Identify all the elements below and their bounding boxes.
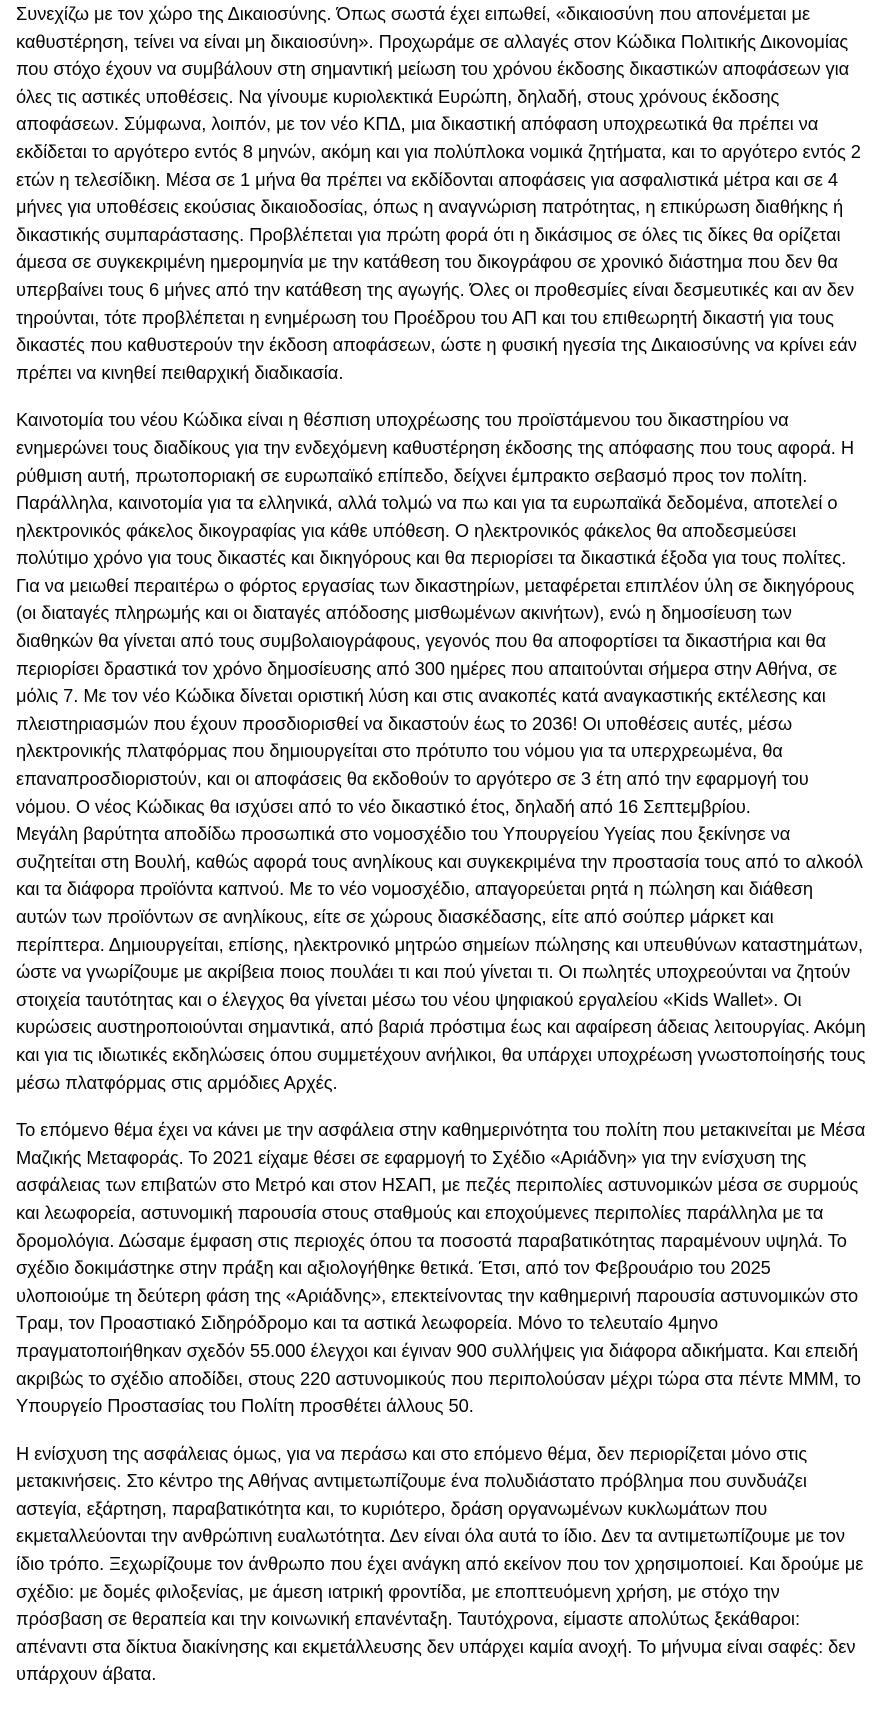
paragraph-athens-center: Η ενίσχυση της ασφάλειας όμως, για να περάσω και στο επόμενο θέμα, δεν περιορίζεται μόνο στις μετακινήσεις. Στο κέντρο της Αθήνας αντιμετωπίζουμε ένα πολυδιάστατο πρόβλημα που συνδυάζει αστεγία, εξάρτηση, παραβατικότητα και, το κυριότερο, δράση οργανωμένων κυκλωμάτων που εκμεταλλεύονται την ανθρώπινη ευαλωτότητα. Δεν είναι όλα αυτά το ίδιο. Δεν τα αντιμετωπίζουμε με τον ίδιο τρόπο. Ξεχωρίζουμε τον άνθρωπο που έχει ανάγκη από εκείνον που τον χρησιμοποιεί. Και δρούμε με σχέδιο: με δομές φιλοξενίας, με άμεση ιατρική φροντίδα, με εποπτευόμενη χρήση, με στόχο την πρόσβαση σε θεραπεία και την κοινωνική επανένταξη. Ταυτόχρονα, είμαστε απολύτως ξεκάθαροι: απέναντι στα δίκτυα διακίνησης και εκμετάλλευσης δεν υπάρχει καμία ανοχή. Το μήνυμα είναι σαφές: δεν υπάρχουν άβατα. xyxy=(16,1442,864,1685)
paragraph-civil-procedure-and-minors: Καινοτομία του νέου Κώδικα είναι η θέσπιση υποχρέωσης του προϊστάμενου του δικαστηρίου να ενημερώνει τους διαδίκους για την ενδεχόμενη καθυστέρηση έκδοσης της απόφασης που τους αφορά. Η ρύθμιση αυτή, πρωτοποριακή σε ευρωπαϊκό επίπεδο, δείχνει έμπρακτο σεβασμό προς τον πολίτη. Παράλληλα, καινοτομία για τα ελληνικά, αλλά τολμώ να πω και για τα ευρωπαϊκά δεδομένα, αποτελεί ο ηλεκτρονικός φάκελος δικογραφίας για κάθε υπόθεση. Ο ηλεκτρονικός φάκελος θα αποδεσμεύσει πολύτιμο χρόνο για τους δικαστές και δικηγόρους και θα περιορίσει τα δικαστικά έξοδα για τους πολίτες. Για να μειωθεί περαιτέρω ο φόρτος εργασίας των δικαστηρίων, μεταφέρεται επιπλέον ύλη σε δικηγόρους (οι διαταγές πληρωμής και οι διαταγές απόδοσης μισθωμένων ακινήτων), ενώ η δημοσίευση των διαθηκών θα γίνεται από τους συμβολαιογράφους, γεγονός που θα αποφορτίσει τα δικαστήρια και θα περιορίσει δραστικά τον χρόνο δημοσίευσης από 300 ημέρες που απαιτούνται σήμερα στην Αθήνα, σε μόλις 7. Με τον νέο Κώδικα δίνεται οριστική λύση και στις ανακοπές κατά αναγκαστικής εκτέλεσης και πλειστηριασμών που έχουν προσδιορισθεί να δικαστούν έως το 2036! Οι υποθέσεις αυτές, μέσω ηλεκτρονικής πλατφόρμας που δημιουργείται στο πρότυπο του νόμου για τα υπερχρεωμένα, θα επαναπροσδιοριστούν, και οι αποφάσεις θα εκδοθούν το αργότερο σε 3 έτη από την εφαρμογή του νόμου. Ο νέος Κώδικας θα ισχύσει από το νέο δικαστικό έτος, δηλαδή από 16 Σεπτεμβρίου. Μεγάλη βαρύτητα αποδίδω προσωπικά στο νομοσχέδιο του Υπουργείου Υγείας που ξεκίνησε να συζητείται στη Βουλή, καθώς αφορά τους ανηλίκους και συγκεκριμένα την προστασία τους από το αλκοόλ και τα διάφορα προϊόντα καπνού. Με το νέο νομοσχέδιο, απαγορεύεται ρητά η πώληση και διάθεση αυτών των προϊόντων σε ανηλίκους, είτε σε χώρους διασκέδασης, είτε από σούπερ μάρκετ και περίπτερα. Δημιουργείται, επίσης, ηλεκτρονικό μητρώο σημείων πώλησης και υπευθύνων καταστημάτων, ώστε να γνωρίζουμε με ακρίβεια ποιος πουλάει τι και πού γίνεται τι. Οι πωλητές υποχρεούνται να ζητούν στοιχεία ταυτότητας και ο έλεγχος θα γίνεται μέσω του νέου ψηφιακού εργαλείου «Kids Wallet». Οι κυρώσεις αυστηροποιούνται σημαντικά, από βαριά πρόστιμα έως και αφαίρεση άδειας λειτουργίας. Ακόμη και για τις ιδιωτικές εκδηλώσεις όπου συμμετέχουν ανήλικοι, θα υπάρχει υποχρέωση γνωστοποίησής τους μέσω πλατφόρμας στις αρμόδιες Αρχές. xyxy=(16,409,866,1093)
paragraph-justice: Συνεχίζω με τον χώρο της Δικαιοσύνης. Όπως σωστά έχει ειπωθεί, «δικαιοσύνη που απονέμεται με καθυστέρηση, τείνει να είναι μη δικαιοσύνη». Προχωράμε σε αλλαγές στον Κώδικα Πολιτικής Δικονομίας που στόχο έχουν να συμβάλουν στη σημαντική μείωση του χρόνου έκδοσης δικαστικών αποφάσεων για όλες τις αστικές υποθέσεις. Να γίνουμε κυριολεκτικά Ευρώπη, δηλαδή, στους χρόνους έκδοσης αποφάσεων. Σύμφωνα, λοιπόν, με τον νέο ΚΠΔ, μια δικαστική απόφαση υποχρεωτικά θα πρέπει να εκδίδεται το αργότερο εντός 8 μηνών, ακόμη και για πολύπλοκα νομικά ζητήματα, και το αργότερο εντός 2 ετών η τελεσίδικη. Μέσα σε 1 μήνα θα πρέπει να εκδίδονται αποφάσεις για ασφαλιστικά μέτρα και σε 4 μήνες για υποθέσεις εκούσιας δικαιοδοσίας, όπως η αναγνώριση πατρότητας, η επικύρωση διαθήκης ή δικαστικής συμπαράστασης. Προβλέπεται για πρώτη φορά ότι η δικάσιμος σε όλες τις δίκες θα ορίζεται άμεσα σε συγκεκριμένη ημερομηνία με την κατάθεση του δικογράφου σε χρονικό διάστημα που δεν θα υπερβαίνει τους 6 μήνες από την κατάθεση της αγωγής. Όλες οι προθεσμίες είναι δεσμευτικές και αν δεν τηρούνται, τότε προβλέπεται η ενημέρωση του Προέδρου του ΑΠ και του επιθεωρητή δικαστή για τους δικαστές που καθυστερούν την έκδοση αποφάσεων, ώστε η φυσική ηγεσία της Δικαιοσύνης να κρίνει εάν πρέπει να κινηθεί πειθαρχική διαδικασία. xyxy=(16,3,861,383)
paragraph-public-transport-safety: Το επόμενο θέμα έχει να κάνει με την ασφάλεια στην καθημερινότητα του πολίτη που μετακινείται με Μέσα Μαζικής Μεταφοράς. Το 2021 είχαμε θέσει σε εφαρμογή το Σχέδιο «Αριάδνη» για την ενίσχυση της ασφάλειας των επιβατών στο Μετρό και στον ΗΣΑΠ, με πεζές περιπολίες αστυνομικών μέσα σε συρμούς και λεωφορεία, αστυνομική παρουσία στους σταθμούς και εποχούμενες περιπολίες παράλληλα με τα δρομολόγια. Δώσαμε έμφαση στις περιοχές όπου τα ποσοστά παραβατικότητας παραμένουν υψηλά. Το σχέδιο δοκιμάστηκε στην πράξη και αξιολογήθηκε θετικά. Έτσι, από τον Φεβρουάριο του 2025 υλοποιούμε τη δεύτερη φάση της «Αριάδνης», επεκτείνοντας την καθημερινή παρουσία αστυνομικών στο Τραμ, τον Προαστιακό Σιδηρόδρομο και τα αστικά λεωφορεία. Μόνο το τελευταίο 4μηνο πραγματοποιήθηκαν σχεδόν 55.000 έλεγχοι και έγιναν 900 συλλήψεις για διάφορα αδικήματα. Και επειδή ακριβώς το σχέδιο αποδίδει, στους 220 αστυνομικούς που περιπολούσαν μέχρι τώρα στα πέντε ΜΜΜ, το Υπουργείο Προστασίας του Πολίτη προσθέτει άλλους 50. xyxy=(16,1119,866,1417)
